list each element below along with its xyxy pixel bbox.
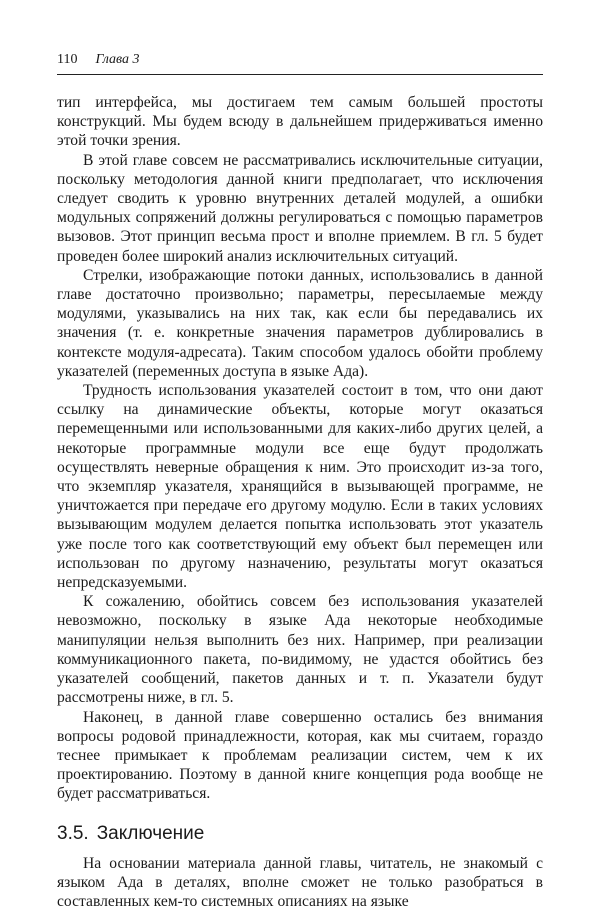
book-page (57, 52, 543, 911)
body-text (57, 93, 543, 911)
section-heading (57, 824, 543, 843)
section-title: Заключение (96, 822, 205, 844)
paragraph-conclusion: На основании материала данной главы, читатель, не знакомый с языком Ада в деталях, вполне сможет не только разобраться в составленных кем-то системных описаниях на языке (57, 854, 543, 911)
paragraph-pointer-necessity: К сожалению, обойтись совсем без использования указателей невозможно, поскольку в языке Ада некоторые необходимые манипуляции нельзя выполнить без них. Например, при реализации коммуникационного пакета, по-видимому, не удастся обойтись без указателей сообщений, пакетов данных и т. п. Указатели будут рассмотрены ниже, в гл. 5. (57, 593, 543, 707)
page-number: 110 (57, 52, 78, 67)
running-head (57, 52, 543, 75)
section-number: 3.5. (57, 822, 89, 844)
chapter-title: Глава 3 (95, 52, 140, 67)
paragraph-pointers: Трудность использования указателей состоит в том, что они дают ссылку на динамические объекты, которые могут оказаться перемещенными или использованными для каких-либо других целей, а некоторые программные модули все еще будут продолжать осуществлять неверные обращения к ним. Это происходит из-за того, что экземпляр указателя, хранящийся в вызывающей программе, не уничтожается при передаче его другому модулю. Если в таких условиях вызывающим модулем делается попытка использовать этот указатель уже после того как соответствующий ему объект был перемещен или использован по другому назначению, результаты могут оказаться непредсказуемыми. (57, 382, 543, 592)
paragraph-data-flows: Стрелки, изображающие потоки данных, использовались в данной главе достаточно произвольно; параметры, пересылаемые между модулями, указывались на них так, как если бы передавались их значения (т. е. конкретные значения параметров дублировались в контексте модуля-адресата). Таким способом удалось обойти проблему указателей (переменных доступа в языке Ада). (57, 266, 543, 380)
paragraph-continued: тип интерфейса, мы достигаем тем самым большей простоты конструкций. Мы будем всюду в дальнейшем придерживаться именно этой точки зрения. (57, 94, 543, 150)
paragraph-generics: Наконец, в данной главе совершенно остались без внимания вопросы родовой принадлежности, которая, как мы считаем, гораздо теснее примыкает к проблемам реализации систем, чем к их проектированию. Поэтому в данной книге концепция рода вообще не будет рассматриваться. (57, 708, 543, 803)
paragraph-exceptions: В этой главе совсем не рассматривались исключительные ситуации, поскольку методология данной книги предполагает, что исключения следует сводить к уровню внутренних деталей модулей, а ошибки модульных сопряжений должны регулироваться с помощью параметров вызовов. Этот принцип весьма прост и вполне приемлем. В гл. 5 будет проведен более широкий анализ исключительных ситуаций. (57, 151, 543, 265)
